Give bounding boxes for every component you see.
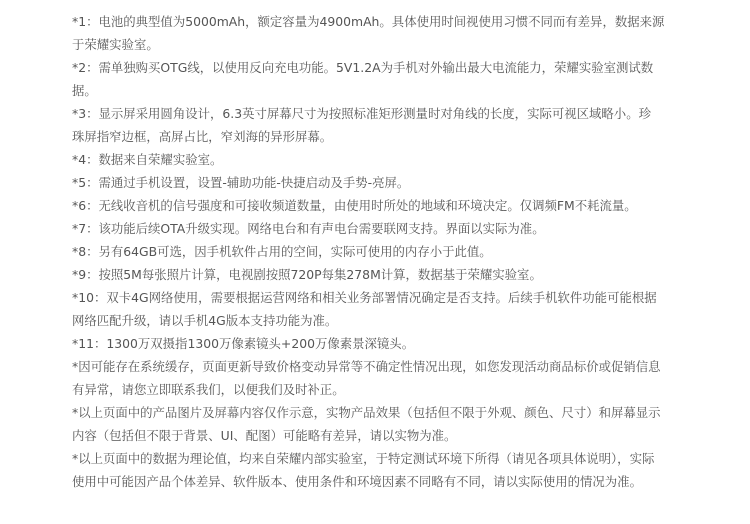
footnote-7: *7：该功能后续OTA升级实现。网络电台和有声电台需要联网支持。界面以实际为准。 (72, 221, 545, 236)
disclaimer-price: *因可能存在系统缓存，页面更新导致价格变动异常等不确定性情况出现，如您发现活动商品标价或促销信息 有异常，请您立即联系我们，以便我们及时补正。 (72, 359, 661, 397)
disclaimer-data: *以上页面中的数据为理论值，均来自荣耀内部实验室，于特定测试环境下所得（请见各项具体说明），实际 使用中可能因产品个体差异、软件版本、使用条件和环境因素不同略有不同，请以实际使用的情况为准。 (72, 451, 655, 489)
footnote-11: *11：1300万双摄指1300万像素镜头+200万像素景深镜头。 (72, 336, 415, 351)
footnote-1: *1：电池的典型值为5000mAh，额定容量为4900mAh。具体使用时间视使用习惯不同而有差异，数据来源 于荣耀实验室。 (72, 14, 665, 52)
footnote-2: *2：需单独购买OTG线，以使用反向充电功能。5V1.2A为手机对外输出最大电流能力，荣耀实验室测试数 据。 (72, 60, 654, 98)
footnote-4: *4：数据来自荣耀实验室。 (72, 152, 223, 167)
disclaimer-images: *以上页面中的产品图片及屏幕内容仅作示意，实物产品效果（包括但不限于外观、颜色、尺寸）和屏幕显示 内容（包括但不限于背景、UI、配图）可能略有差异，请以实物为准。 (72, 405, 661, 443)
footnote-6: *6：无线收音机的信号强度和可接收频道数量，由使用时所处的地域和环境决定。仅调频FM不耗流量。 (72, 198, 637, 213)
footnote-5: *5：需通过手机设置，设置-辅助功能-快捷启动及手势-亮屏。 (72, 175, 410, 190)
footnote-8: *8：另有64GB可选，因手机软件占用的空间，实际可使用的内存小于此值。 (72, 244, 492, 259)
footnote-10: *10：双卡4G网络使用，需要根据运营网络和相关业务部署情况确定是否支持。后续手机软件功能可能根据 网络匹配升级，请以手机4G版本支持功能为准。 (72, 290, 657, 328)
footnotes-list (72, 10, 684, 493)
footnote-9: *9：按照5M每张照片计算，电视剧按照720P每集278M计算，数据基于荣耀实验室。 (72, 267, 542, 282)
footnote-3: *3：显示屏采用圆角设计，6.3英寸屏幕尺寸为按照标准矩形测量时对角线的长度，实际可视区域略小。珍 珠屏指窄边框，高屏占比，窄刘海的异形屏幕。 (72, 106, 651, 144)
